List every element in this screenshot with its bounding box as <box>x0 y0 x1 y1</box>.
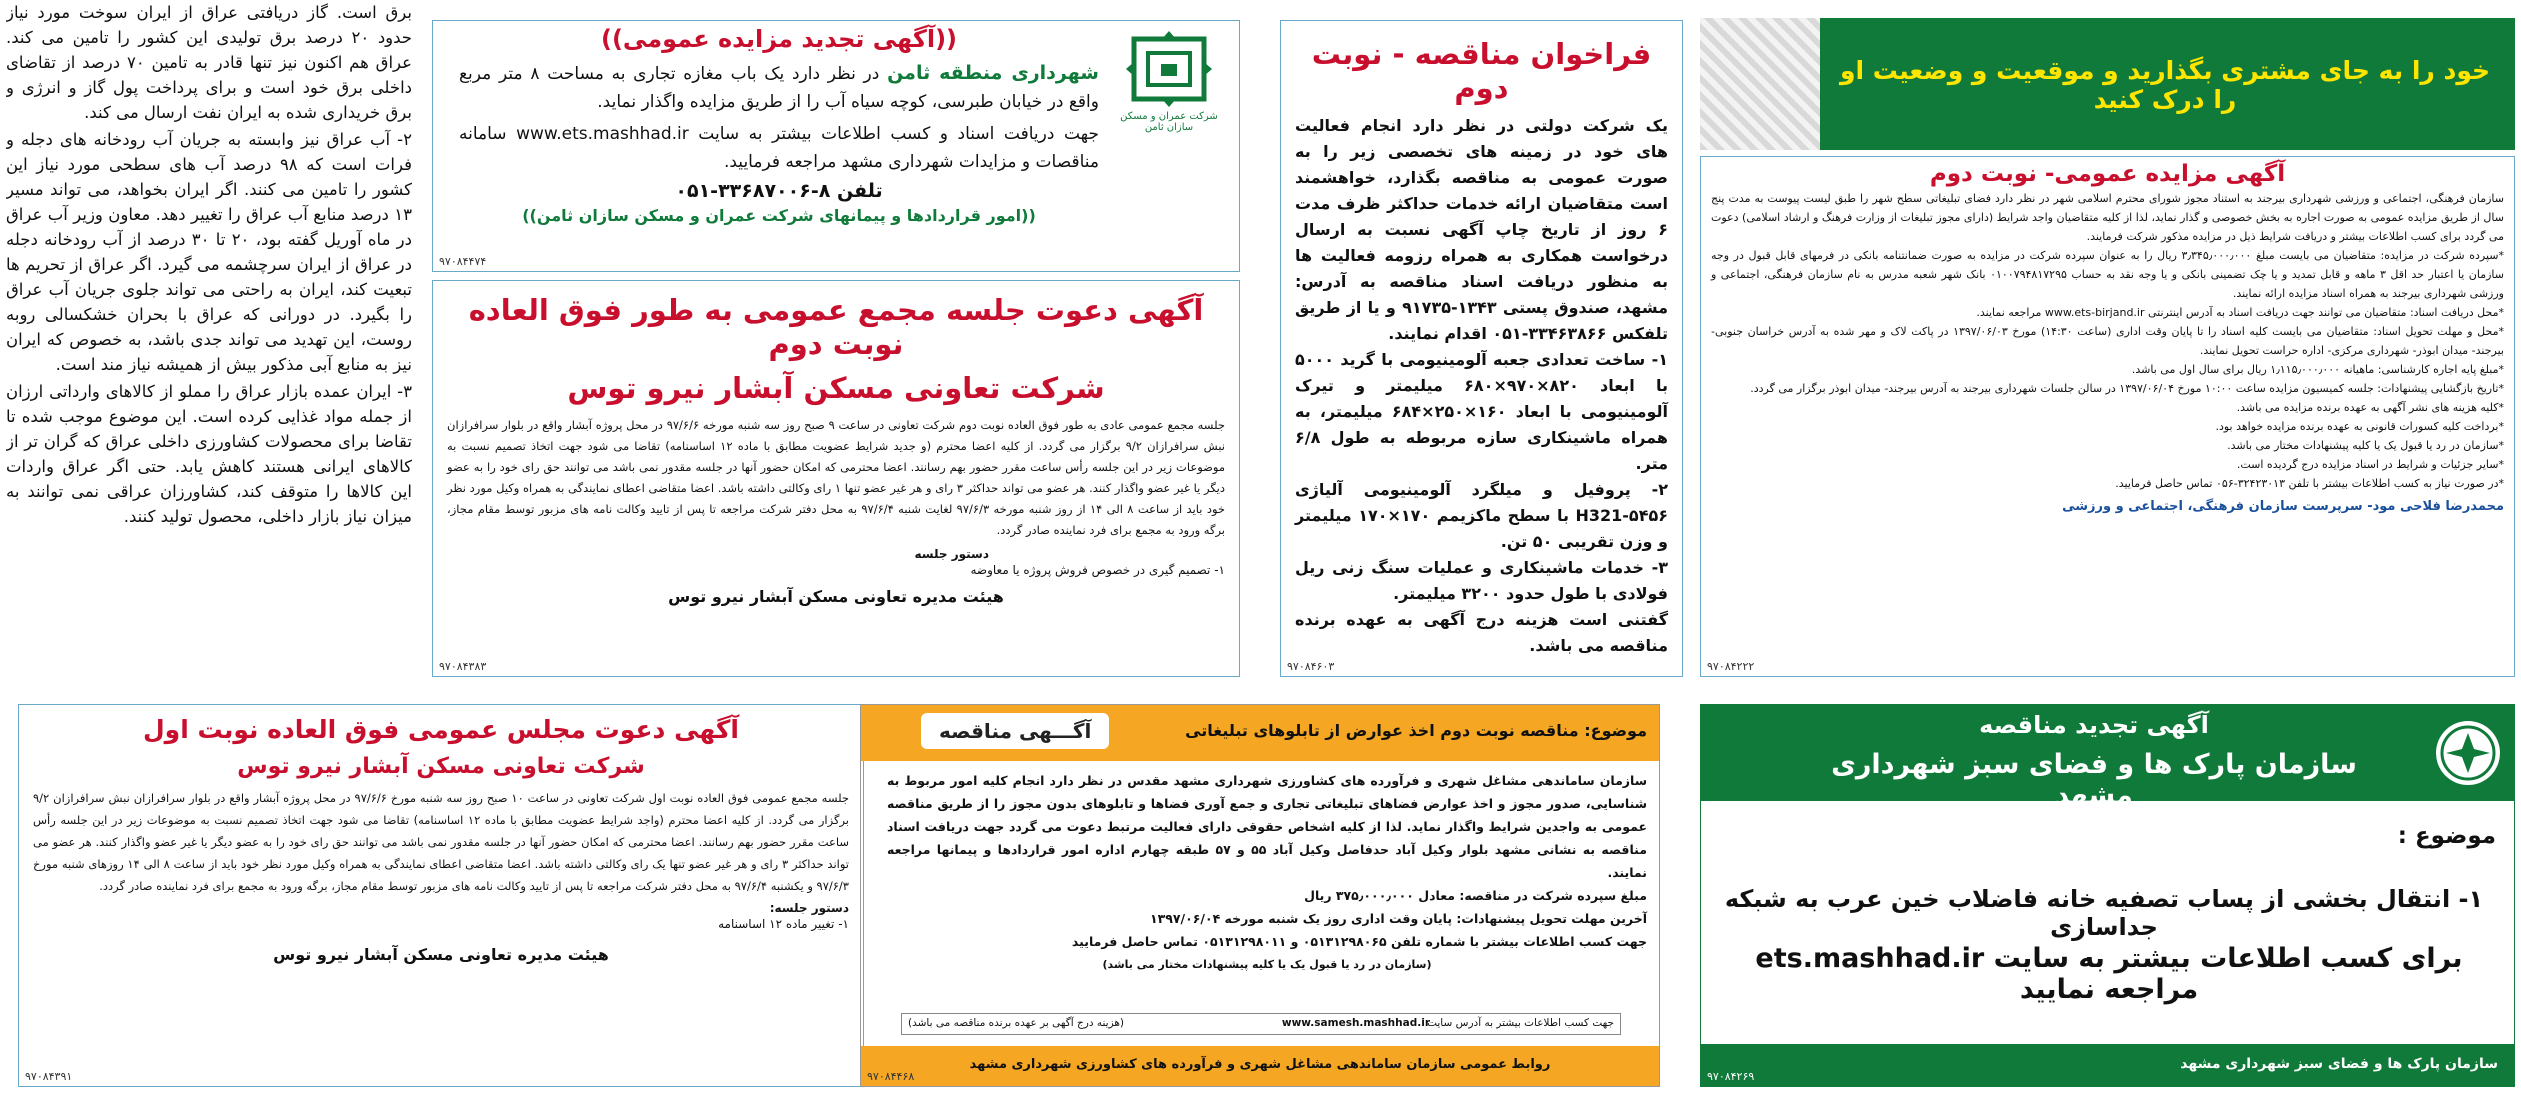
tender-item-2: ۲- پروفیل و میلگرد آلومینیومی آلیاژی H321-۵۴۵۶ با سطح ماکزیمم ۱۷۰×۱۷۰ میلیمتر و وزن تقریبی ۵۰ تن. <box>1295 480 1668 551</box>
parks-logo <box>2434 719 2502 787</box>
assembly-signature: هیئت مدیره تعاونی مسکن آبشار نیرو توس <box>668 587 1004 606</box>
mashhad-emblem-icon <box>2434 719 2502 787</box>
ad-code: ۹۷۰۸۴۴۷۴ <box>439 255 487 268</box>
assembly1-signature: هیئت مدیره تعاونی مسکن آبشار نیرو توس <box>273 945 609 964</box>
auction-item: *سایر جزئیات و شرایط در اسناد مزایده درج گردیده است. <box>2236 458 2504 471</box>
billboard-deposit: مبلغ سپرده شرکت در مناقصه: معادل ۳۷۵٫۰۰۰٫۰۰۰ ریال <box>1304 888 1647 903</box>
auction-items <box>1711 246 2504 493</box>
ad-samen-auction <box>432 20 1240 272</box>
samen-title: ((آگهی تجدید مزایده عمومی)) <box>600 25 958 53</box>
news-column <box>6 0 412 650</box>
ad-code: ۹۷۰۸۴۶۰۳ <box>1287 660 1335 673</box>
banner-pattern <box>1700 18 1820 150</box>
ad-tender-second-round <box>1280 20 1683 677</box>
auction-intro: سازمان فرهنگی، اجتماعی و ورزشی شهرداری بیرجند به استناد مجوز شورای محترم اسلامی شهر در نظر دارد فضای تبلیغاتی سطح شهر را طبق لیست پیوست به مدت پنج سال از طریق مزایده عمومی به صورت اجاره به بخش خصوصی و گذار نماید، لذا از کلیه متقاضیان واجد شرایط (دارای مجوز تبلیغات از وزارت فرهنگ و ارشاد اسلامی) دعوت می گردد برای کسب اطلاعات بیشتر و دریافت شرایط ذیل در مزایده مذکور شرکت فرمایند. <box>1711 192 2504 243</box>
parks-item: ۱- انتقال بخشی از پساب تصفیه خانه فاضلاب خین عرب به شبکه جداسازی <box>1724 885 2484 941</box>
parks-footer-bar <box>1701 1044 2514 1086</box>
samen-org: شهرداری منطقه ثامن <box>887 62 1099 84</box>
auction-item: *محل دریافت اسناد: متقاضیان می توانند جهت دریافت اسناد به آدرس اینترنتی www.ets-birjand.ir مراجعه نمایند. <box>1976 306 2504 319</box>
news-paragraph: برق است. گاز دریافتی عراق از ایران سوخت مورد نیاز حدود ۲۰ درصد برق تولیدی این کشور را تامین می کند. عراق هم اکنون نیز تنها قادر به تامین ۷۰ درصد از تقاضای داخلی برق خود است و برای پرداخت پول گاز و انرژی و برق خریداری شده به ایران نفت ارسال می کند. <box>6 3 412 122</box>
billboard-footer-right: جهت کسب اطلاعات بیشتر به آدرس سایت <box>1427 1017 1614 1029</box>
billboard-footer-left: (هزینه درج آگهی بر عهده برنده مناقصه می باشد) <box>908 1017 1125 1029</box>
billboard-badge: آگـــهی مناقصه <box>921 713 1109 749</box>
billboard-bottom-bar <box>861 1046 1659 1086</box>
assembly1-agenda-label: دستور جلسه: <box>769 901 849 915</box>
samen-footer: ((امور قراردادها و پیمانهای شرکت عمران و مسکن سازان ثامن)) <box>522 206 1036 225</box>
ad-code: ۹۷۰۸۴۳۹۱ <box>25 1070 73 1083</box>
assembly-body: جلسه مجمع عمومی عادی به طور فوق العاده نوبت دوم شرکت تعاونی در ساعت ۹ صبح روز سه شنبه مورخه ۹۷/۶/۶ در محل پروژه آبشار واقع در بلوار سرافرازان نبش سرافرازان ۹/۲ برگزار می گردد. از کلیه اعضا محترم (و جدید شرایط عضویت مطابق با ماده ۱۲ اساسنامه) تقاضا می شود جهت اتخاذ تصمیم نسبت به موضوعات زیر در این جلسه رأس ساعت مقرر حضور بهم رسانند. اعضا محترمی که امکان حضور آنها در جلسه مقدور نمی باشد می توانند حق رای خود را به عضو دیگر یا غیر عضو واگذار کنند. هر عضو می تواند حداکثر ۳ رای و هر غیر عضو تنها ۱ رای وکالتی داشته باشد. اعضا متقاضی اعطای نمایندگی به همراه وکیل مورد نظر خود باید از ساعت ۸ الی ۱۴ از روز شنبه مورخه ۹۷/۶/۳ لغایت شنبه ۹۷/۶/۴ به محل دفتر شرکت مراجعه تا پس از تایید وکالت نامه های مزبور توسط مقام مجاز، برگه ورود به مجمع برای فرد نماینده صادر گردد. <box>447 418 1226 537</box>
news-paragraph: ۲- آب عراق نیز وابسته به جریان آب رودخانه های دجله و فرات است که ۹۸ درصد آب های سطحی مورد نیاز این کشور را تامین می کنند. اگر ایران بخواهد، می تواند مسیر ۱۳ درصد منابع آب عراق را تغییر دهد. معاون وزیر آب عراق در ماه آوریل گفته بود، ۲۰ تا ۳۰ درصد از آب رودخانه دجله در عراق از ایران سرچشمه می گیرد. اگر عراق از تحریم ها تبعیت کند، ایران به راحتی می تواند جلوی جریان آب عراق را بگیرد. در دورانی که عراق با بحران خشکسالی روبه روست، این تهدید می تواند جدی باشد، به خصوص که ایران نیز به منابع آبی مذکور بیش از همیشه نیاز مند است. <box>6 130 412 374</box>
assembly-title: آگهی دعوت جلسه مجمع عمومی به طور فوق العاده نوبت دوم <box>468 293 1204 361</box>
assembly1-agenda-item: ۱- تغییر ماده ۱۲ اساسنامه <box>718 917 849 931</box>
parks-cta: برای کسب اطلاعات بیشتر به سایت ets.mashhad.ir مراجعه نمایید <box>1755 943 2463 1005</box>
samen-phone: تلفن ۸-۳۳۶۸۷۰۰۶-۰۵۱ <box>675 180 883 202</box>
tender-body: یک شرکت دولتی در نظر دارد انجام فعالیت های خود در زمینه های تخصصی زیر را به صورت عمومی به مناقصه بگذارد، خواهشمند است متقاضیان ارائه خدمات حداکثر ظرف مدت ۶ روز از تاریخ چاپ آگهی نسبت به ارسال درخواست همکاری به همراه رزومه فعالیت ها به منظور دریافت اسناد مناقصه به آدرس: مشهد، صندوق پستی ۱۳۴۳-۹۱۷۳۵ و یا از طریق تلفکس ۳۳۴۶۳۸۶۶-۰۵۱ اقدام نمایند. <box>1295 116 1669 343</box>
auction-item: *مبلغ پایه اجاره کارشناسی: ماهیانه ۱٫۱۱۵٫۰۰۰٫۰۰۰ ریال برای سال اول می باشد. <box>2131 363 2504 376</box>
billboard-body: سازمان ساماندهی مشاغل شهری و فرآورده های کشاورزی شهرداری مشهد مقدس در نظر دارد انجام کلیه امور مربوط به شناسایی، صدور مجوز و اخذ عوارض فضاهای تبلیغاتی تجاری و جمع آوری فضاها و تابلوهای بدون مجوز را از طریق مناقصه عمومی به واجدین شرایط واگذار نماید. لذا از کلیه اشخاص حقوقی دارای فعالیت مرتبط دعوت می گردد جهت دریافت اسناد مناقصه به نشانی مشهد بلوار وکیل آباد حدفاصل وکیل آباد ۵۵ و ۵۷ طبقه چهارم اداره امور قراردادها و پیمانها مراجعه نمایند. <box>887 773 1647 880</box>
banner-text: خود را به جای مشتری بگذارید و موقعیت و وضعیت او را درک کنید <box>1839 56 2491 114</box>
ad-code: ۹۷۰۸۴۲۲۲ <box>1707 660 1755 673</box>
building-logo-icon <box>1126 31 1212 107</box>
assembly1-title: آگهی دعوت مجلس عمومی فوق العاده نوبت اول <box>142 715 739 744</box>
auction-item: *کلیه هزینه های نشر آگهی به عهده برنده مزایده می باشد. <box>2236 401 2504 414</box>
auction-item: *محل و مهلت تحویل اسناد: متقاضیان می بایست کلیه اسناد را تا پایان وقت اداری (ساعت ۱۴:۳۰) مورخ ۱۳۹۷/۰۶/۰۳ در پاکت لاک و مهر شده به آدرس خراسان جنوبی- بیرجند- میدان ابوذر- شهرداری مرکزی- اداره حراست تحویل نمایند. <box>1711 325 2504 357</box>
billboard-deadline: آخرین مهلت تحویل پیشنهادات: پایان وقت اداری روز یک شنبه مورخه ۱۳۹۷/۰۶/۰۴ <box>1150 911 1647 926</box>
news-paragraph: ۳- ایران عمده بازار عراق را مملو از کالاهای وارداتی ارزان از جمله مواد غذایی کرده است. این موضوع موجب شده تا تقاضا برای محصولات کشاورزی داخلی عراق که گران تر از کالاهای ایرانی هستند کاهش یابد. حتی اگر عراق واردات این کالاها را متوقف کند، کشاورزان عراقی نمی توانند به میزان نیاز بازار داخلی، محصول تولید کنند. <box>6 382 412 526</box>
ad-cooperative-assembly-1 <box>18 704 864 1087</box>
samen-body-1-text: در نظر دارد یک باب مغازه تجاری به مساحت ۸ متر مربع واقع در خیابان طبرسی، کوچه سیاه آب را از طریق مزایده واگذار نماید. <box>459 64 1099 112</box>
billboard-subject: موضوع: مناقصه نوبت دوم اخذ عوارض از تابلوهای تبلیغاتی <box>1185 721 1647 740</box>
parks-header <box>1701 705 2514 811</box>
tender-note: گفتنی است هزینه درج آگهی به عهده برنده مناقصه می باشد. <box>1295 610 1668 655</box>
assembly1-company: شرکت تعاونی مسکن آبشار نیرو توس <box>237 754 645 779</box>
billboard-contact: جهت کسب اطلاعات بیشتر با شماره تلفن ۰۵۱۳۱۲۹۸۰۶۵ و ۰۵۱۳۱۲۹۸۰۱۱ تماس حاصل فرمایید <box>1071 934 1647 949</box>
assembly1-body: جلسه مجمع عمومی فوق العاده نوبت اول شرکت تعاونی در ساعت ۱۰ صبح روز سه شنبه مورخ ۹۷/۶/۶ در محل پروژه آبشار واقع در بلوار سرافرازان نبش سرافرازان ۹/۲ برگزار می گردد. از کلیه اعضا محترم (واجد شرایط عضویت مطابق با ماده ۱۲ اساسنامه) تقاضا می شود جهت اتخاذ تصمیم نسبت به موضوعات زیر در این جلسه رأس ساعت مقرر حضور بهم رسانند. اعضا محترمی که امکان حضور آنها در جلسه مقدور نمی باشد می توانند حق رای خود را به عضو دیگر یا غیر عضو واگذار کنند. هر عضو می تواند حداکثر ۳ رای و هر غیر عضو تنها یک رای وکالتی داشته باشد. اعضا متقاضی اعطای نمایندگی به همراه وکیل مورد نظر خود باید از ساعت ۸ الی ۱۴ روزهای شنبه مورخ ۹۷/۶/۳ و یکشنبه ۹۷/۶/۴ به محل دفتر شرکت مراجعه تا پس از تایید وکالت نامه های مزبور توسط مقام مجاز، برگه ورود به مجمع برای فرد نماینده صادر گردد. <box>33 791 849 893</box>
auction-title: آگهی مزایده عمومی- نوبت دوم <box>1929 161 2286 187</box>
billboard-site: www.samesh.mashhad.ir <box>1281 1017 1430 1029</box>
tender-title: فراخوان مناقصه - نوبت دوم <box>1311 37 1652 105</box>
billboard-footer-bar <box>901 1013 1621 1035</box>
tender-item-3: ۳- خدمات ماشینکاری و عملیات سنگ زنی ریل فولادی با طول حدود ۳۲۰۰ میلیمتر. <box>1295 558 1668 603</box>
billboard-header <box>861 705 1659 761</box>
parks-subject-label: موضوع : <box>2397 823 2496 849</box>
billboard-bottom: روابط عمومی سازمان ساماندهی مشاغل شهری و فرآورده های کشاورزی شهرداری مشهد <box>969 1057 1551 1072</box>
slogan-banner <box>1700 18 2515 150</box>
ad-billboard-tender <box>860 704 1660 1087</box>
billboard-note: (سازمان در رد یا قبول یک یا کلیه پیشنهادات مختار می باشد) <box>1102 958 1432 971</box>
parks-subtitle: سازمان پارک ها و فضای سبز شهرداری مشهد <box>1831 749 2357 811</box>
parks-title: آگهی تجدید مناقصه <box>1979 711 2209 739</box>
tender-item-1: ۱- ساخت تعدادی جعبه آلومینیومی با گرید ۵۰۰۰ با ابعاد ۸۲۰×۹۷۰×۶۸۰ میلیمتر و تیرک آلومینیومی با ابعاد ۱۶۰×۲۵۰×۶۸۴ میلیمتر، به همراه ماشینکاری سازه مربوطه به طول ۶/۸ متر. <box>1295 350 1668 473</box>
ad-code: ۹۷۰۸۴۳۸۳ <box>439 660 487 673</box>
auction-item: *تاریخ بازگشایی پیشنهادات: جلسه کمیسیون مزایده ساعت ۱۰:۰۰ مورخ ۱۳۹۷/۰۶/۰۴ در سالن جلسات شهرداری بیرجند به آدرس بیرجند- میدان ابوذر برگزار می گردد. <box>1750 382 2504 395</box>
auction-signature: محمدرضا فلاحی مود- سرپرست سازمان فرهنگی، اجتماعی و ورزشی <box>2062 499 2504 514</box>
auction-item: *برداخت کلیه کسورات قانونی به عهده برنده مزایده خواهد بود. <box>2215 420 2504 433</box>
samen-body-1 <box>459 59 1099 116</box>
assembly-agenda-item: ۱- تصمیم گیری در خصوص فروش پروژه یا معاوضه <box>970 563 1225 577</box>
auction-item: *سپرده شرکت در مزایده: متقاضیان می بایست مبلغ ۳٫۳۴۵٫۰۰۰٫۰۰۰ ریال را به عنوان سپرده شرکت در مزایده به صورت ضمانتنامه بانکی در فرمهای قابل قبول در وجه سازمان یا اعتبار حد اقل ۳ ماهه و قابل تمدید و یا چک تضمینی بانکی و یا وجه نقد به حساب ۰۱۰۰۷۹۴۸۱۷۲۹۵ بانک شهر شعبه مدرس به نام سازمان فرهنگی، اجتماعی و ورزشی شهرداری بیرجند به همراه اسناد مزایده ارائه نمایند. <box>1711 249 2505 300</box>
samen-body-2: جهت دریافت اسناد و کسب اطلاعات بیشتر به سایت www.ets.mashhad.ir سامانه مناقصات و مزایدات شهرداری مشهد مراجعه فرمایید. <box>459 124 1099 172</box>
assembly-company: شرکت تعاونی مسکن آبشار نیرو توس <box>567 371 1105 405</box>
auction-item: *سازمان در رد یا قبول یک یا کلیه پیشنهادات مختار می باشد. <box>2227 439 2504 452</box>
assembly-agenda-label: دستور جلسه <box>914 547 989 561</box>
parks-footer: سازمان پارک ها و فضای سبز شهرداری مشهد <box>2180 1056 2498 1072</box>
samen-logo <box>1109 31 1229 131</box>
ad-code: ۹۷۰۸۴۲۶۹ <box>1707 1070 1755 1083</box>
logo-caption: شرکت عمران و مسکن سازان ثامن <box>1120 111 1218 133</box>
ad-code: ۹۷۰۸۴۴۶۸ <box>867 1070 915 1083</box>
ad-parks-tender <box>1700 704 2515 1087</box>
ad-birjand-auction <box>1700 156 2515 677</box>
ad-cooperative-assembly-2 <box>432 280 1240 677</box>
auction-item: *در صورت نیاز به کسب اطلاعات بیشتر با تلفن ۳۲۴۲۳۰۱۳-۰۵۶ تماس حاصل فرمایید. <box>2115 477 2504 490</box>
